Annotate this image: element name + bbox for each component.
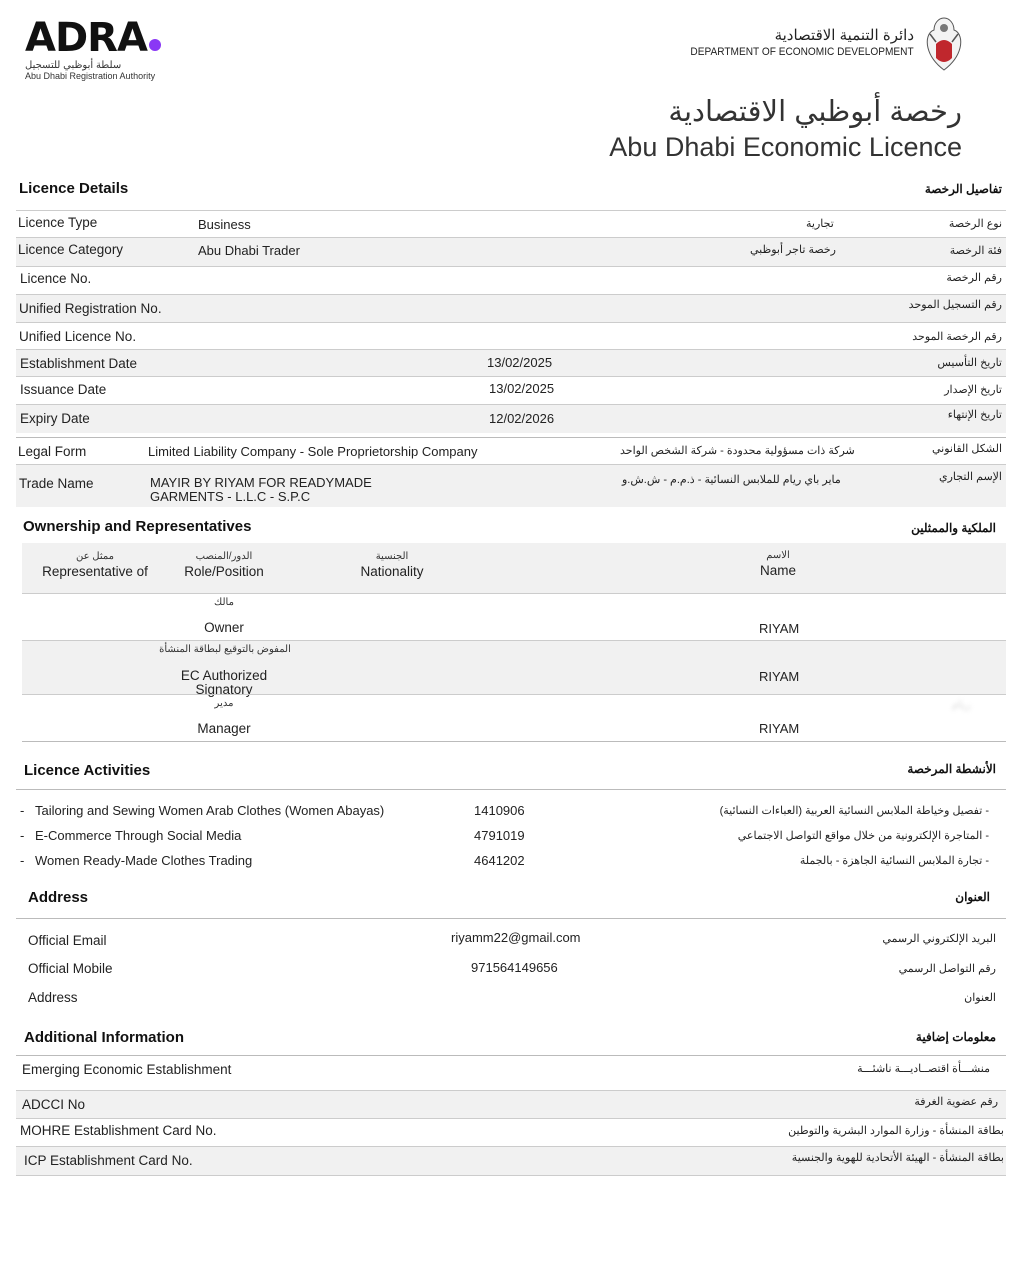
emerging-establishment-row: [16, 1055, 1006, 1091]
row-label: Licence Type: [18, 215, 98, 230]
row-label: Address: [28, 990, 78, 1005]
row-label: Unified Registration No.: [19, 301, 162, 316]
activity-item: [18, 802, 1003, 822]
additional-title-ar: معلومات إضافية: [915, 1030, 996, 1044]
row-label: Official Email: [28, 933, 107, 948]
role-en: Owner: [204, 620, 244, 635]
licence-details-title: Licence Details: [19, 180, 129, 197]
row-label: Expiry Date: [20, 411, 90, 426]
row-label: Unified Licence No.: [19, 329, 137, 344]
mohre-row: [16, 1118, 1006, 1147]
row-label-ar: بطاقة المنشأة - الهيئة الأتحادية للهوية والجنسية: [791, 1152, 1004, 1164]
logo-dot: [149, 39, 161, 51]
activities-title: Licence Activities: [24, 762, 151, 779]
col-role-en: Role/Position: [184, 564, 264, 579]
official-email-row: [22, 928, 1006, 952]
row-label-ar: الشكل القانوني: [932, 443, 1002, 455]
title-en: Abu Dhabi Economic Licence: [609, 132, 962, 162]
activity-ar: - تفصيل وخياطة الملابس النسائية العربية (العباءات النسائية): [719, 805, 989, 817]
official-mobile-row: [22, 957, 1006, 981]
role-ar: مدير: [214, 698, 234, 709]
activity-ar: - تجارة الملابس النسائية الجاهزة - بالجملة: [799, 855, 989, 867]
name-en: RIYAM: [759, 621, 800, 636]
licence-category-row: [16, 237, 1006, 267]
address-title: Address: [28, 889, 89, 906]
expiry-date-row: [16, 404, 1006, 433]
row-label-ar: تاريخ التأسيس: [937, 357, 1002, 369]
adra-name-ar: سلطة أبوظبي للتسجيل: [25, 60, 122, 71]
ded-name-en: DEPARTMENT OF ECONOMIC DEVELOPMENT: [690, 46, 914, 58]
ded-name-ar: دائرة التنمية الاقتصادية: [774, 27, 914, 44]
adcci-row: [16, 1090, 1006, 1119]
activity-ar: - المتاجرة الإلكترونية من خلال مواقع التواصل الاجتماعي: [737, 830, 989, 842]
row-label: Official Mobile: [28, 961, 113, 976]
additional-title: Additional Information: [24, 1029, 184, 1046]
row-label: Issuance Date: [20, 382, 107, 397]
activities-divider: [16, 789, 1006, 790]
ownership-header: [22, 543, 1006, 593]
unified-licence-row: [16, 322, 1006, 350]
row-label-ar: رقم التواصل الرسمي: [898, 963, 996, 975]
row-label-ar: رقم التسجيل الموحد: [908, 299, 1002, 311]
establishment-date-row: [16, 349, 1006, 377]
activities-title-ar: الأنشطة المرخصة: [907, 762, 996, 776]
row-label-ar: رقم عضوية الغرفة: [914, 1096, 998, 1108]
title-ar: رخصة أبوظبي الاقتصادية: [668, 96, 962, 128]
signatory-row: [22, 640, 1006, 695]
row-value: Abu Dhabi Trader: [198, 243, 300, 258]
row-value-ar: شركة ذات مسؤولية محدودة - شركة الشخص الواحد: [620, 445, 855, 457]
bullet: -: [20, 853, 25, 868]
row-value: Business: [198, 217, 251, 232]
row-label-ar: رقم الرخصة: [946, 272, 1002, 284]
activity-code: 1410906: [474, 803, 525, 818]
licence-no-row: [16, 266, 1006, 295]
adra-logo: ADRA: [25, 16, 161, 60]
legal-form-row: [16, 437, 1006, 465]
row-label: Emerging Economic Establishment: [22, 1062, 232, 1077]
row-value-line1: MAYIR BY RIYAM FOR READYMADE: [150, 475, 372, 490]
row-label-ar: فئة الرخصة: [949, 245, 1002, 257]
row-label: Legal Form: [18, 444, 87, 459]
row-label: ICP Establishment Card No.: [24, 1153, 193, 1168]
ownership-title-ar: الملكية والممثلين: [911, 521, 996, 535]
row-label: Trade Name: [19, 476, 94, 491]
row-label: MOHRE Establishment Card No.: [20, 1123, 217, 1138]
manager-row: [22, 694, 1006, 742]
activity-en: Women Ready-Made Clothes Trading: [35, 853, 253, 868]
row-label-ar: العنوان: [964, 992, 996, 1004]
row-value: 13/02/2025: [487, 355, 553, 370]
row-label-ar: البريد الإلكتروني الرسمي: [882, 933, 996, 945]
col-rep-en: Representative of: [42, 564, 148, 579]
role-en-1: EC Authorized: [180, 668, 268, 683]
emblem-icon: [922, 14, 966, 74]
row-value-ar: رخصة تاجر أبوظبي: [750, 244, 836, 256]
licence-type-row: [16, 210, 1006, 238]
activity-item: [18, 852, 1003, 872]
role-en: Manager: [197, 721, 251, 736]
address-divider: [16, 918, 1006, 919]
row-value-ar: ماير باي ريام للملابس النسائية - ذ.م.م - ش.ش.و: [622, 474, 841, 486]
row-label: ADCCI No: [22, 1097, 86, 1112]
col-name-ar: الاسم: [766, 550, 790, 561]
licence-details-title-ar: تفاصيل الرخصة: [924, 182, 1002, 196]
owner-row: [22, 593, 1006, 641]
name-en: RIYAM: [759, 669, 800, 684]
col-nationality-ar: الجنسية: [375, 551, 409, 562]
row-label-ar: تاريخ الإصدار: [944, 384, 1002, 396]
trade-name-row: [16, 464, 1006, 507]
adra-name-en: Abu Dhabi Registration Authority: [25, 71, 156, 81]
activity-en: Tailoring and Sewing Women Arab Clothes (Women Abayas): [35, 803, 385, 818]
role-ar: المفوض بالتوقيع لبطاقة المنشأة: [159, 644, 291, 655]
col-name-en: Name: [759, 563, 796, 578]
activity-code: 4641202: [474, 853, 525, 868]
icp-row: [16, 1146, 1006, 1176]
unified-registration-row: [16, 294, 1006, 323]
col-role-ar: الدور/المنصب: [195, 551, 253, 562]
ownership-title: Ownership and Representatives: [23, 518, 252, 535]
name-ar: ريام: [952, 699, 971, 711]
col-nationality-en: Nationality: [360, 564, 424, 579]
row-label: Establishment Date: [20, 356, 138, 371]
address-row: [22, 987, 1006, 1011]
row-value-line2: GARMENTS - L.L.C - S.P.C: [150, 489, 311, 504]
activity-code: 4791019: [474, 828, 525, 843]
bullet: -: [20, 828, 25, 843]
row-value: Limited Liability Company - Sole Proprietorship Company: [148, 444, 478, 459]
address-title-ar: العنوان: [955, 890, 990, 904]
activity-en: E-Commerce Through Social Media: [35, 828, 242, 843]
role-ar: مالك: [214, 597, 234, 608]
row-label: Licence No.: [20, 271, 92, 286]
row-value: 13/02/2025: [489, 381, 555, 396]
row-label-ar: نوع الرخصة: [948, 218, 1002, 230]
bullet: -: [20, 803, 25, 818]
activity-item: [18, 827, 1003, 847]
row-label-ar: بطاقة المنشأة - وزارة الموارد البشرية والتوطين: [788, 1125, 1004, 1137]
col-rep-ar: ممثل عن: [75, 551, 115, 562]
email-value: riyamm22@gmail.com: [451, 930, 581, 945]
row-label-ar: رقم الرخصة الموحد: [912, 331, 1002, 343]
name-en: RIYAM: [759, 721, 800, 736]
row-label: Licence Category: [18, 242, 124, 257]
row-label-ar: منشـــأة اقتصــاديـــة ناشئـــة: [857, 1063, 990, 1075]
mobile-value: 971564149656: [471, 960, 558, 975]
row-label-ar: الإسم التجاري: [938, 471, 1002, 483]
row-value: 12/02/2026: [489, 411, 555, 426]
row-label-ar: تاريخ الإنتهاء: [947, 409, 1002, 421]
role-en-2: Signatory: [195, 682, 253, 697]
issuance-date-row: [16, 376, 1006, 405]
row-value-ar: تجارية: [806, 218, 834, 230]
